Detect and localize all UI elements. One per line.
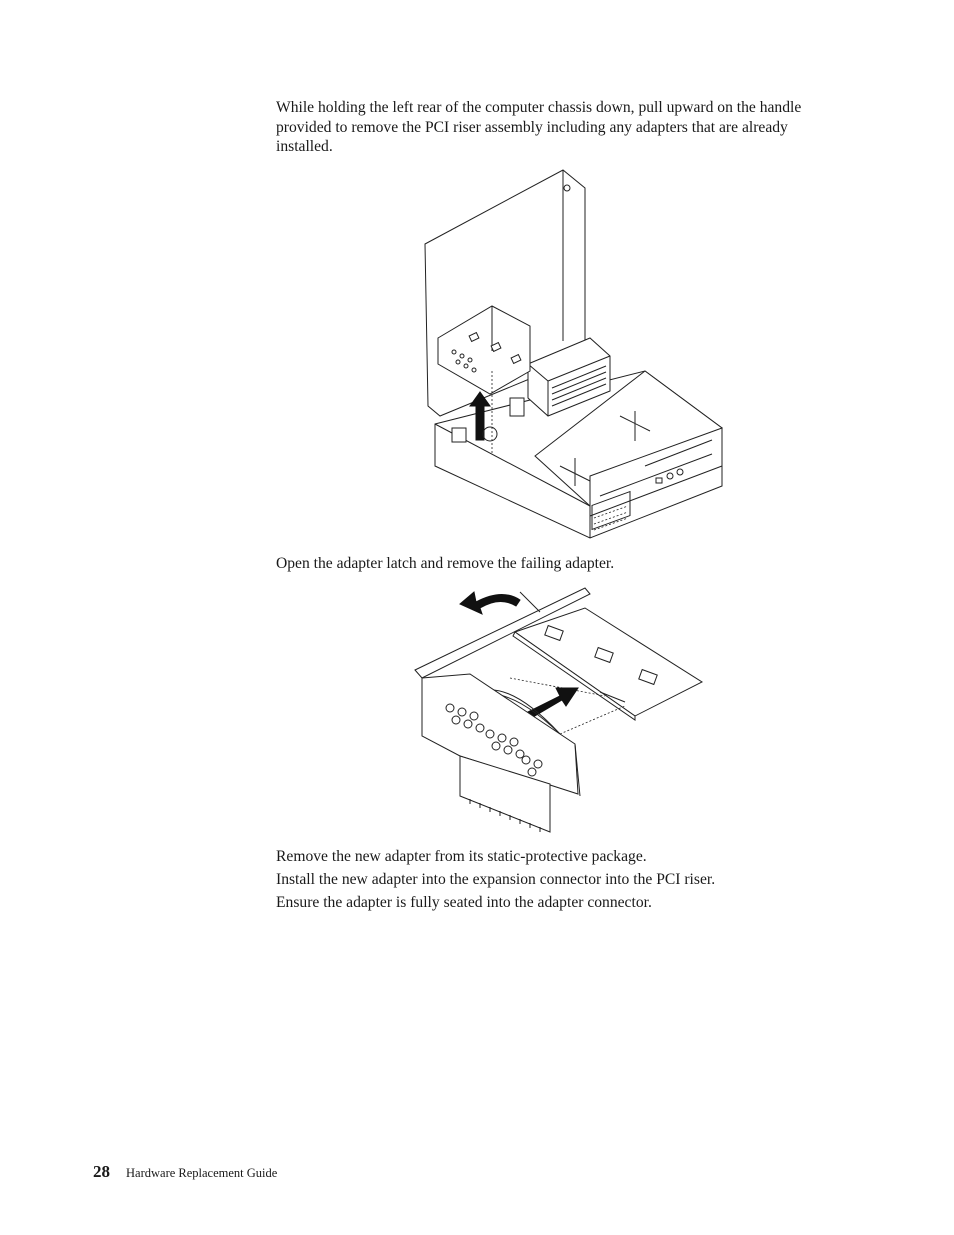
page-number: 28 bbox=[93, 1162, 110, 1181]
instruction-remove-new-adapter: Remove the new adapter from its static-protective package. bbox=[276, 848, 647, 865]
instruction-ensure-seated: Ensure the adapter is fully seated into the adapter connector. bbox=[276, 894, 652, 911]
instruction-remove-riser: While holding the left rear of the computer chassis down, pull upward on the handle provided to remove the PCI riser assembly including any adapters that are already installed. bbox=[276, 99, 802, 155]
riser-removal-illustration bbox=[420, 166, 725, 544]
curved-arrow-icon bbox=[460, 592, 520, 614]
adapter-removal-illustration bbox=[410, 584, 710, 836]
instruction-install-adapter: Install the new adapter into the expansion connector into the PCI riser. bbox=[276, 871, 716, 888]
instruction-open-latch: Open the adapter latch and remove the failing adapter. bbox=[276, 555, 615, 572]
guide-title: Hardware Replacement Guide bbox=[126, 1166, 278, 1180]
page-footer bbox=[93, 1162, 277, 1182]
